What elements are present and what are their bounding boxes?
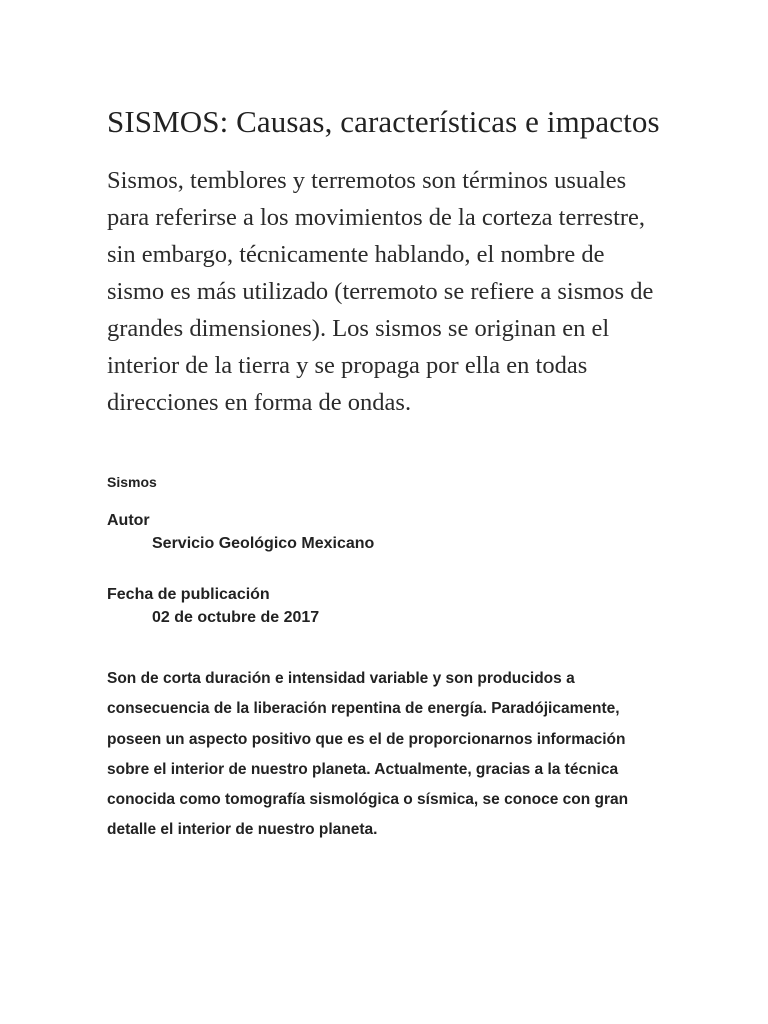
- date-label: Fecha de publicación: [107, 586, 270, 603]
- date-block: [107, 584, 667, 629]
- author-label: Autor: [107, 512, 150, 529]
- metadata-section: [107, 473, 667, 629]
- date-value: 02 de octubre de 2017: [152, 609, 320, 626]
- section-label: Sismos: [107, 474, 157, 490]
- author-block: [107, 510, 667, 555]
- page-title: SISMOS: Causas, características e impactos: [107, 104, 660, 139]
- author-value: Servicio Geológico Mexicano: [152, 535, 375, 552]
- intro-paragraph: Sismos, temblores y terremotos son términos usuales para referirse a los movimientos de la corteza terrestre, sin embargo, técnicamente hablando, el nombre de sismo es más utilizado (terremoto se refiere a sismos de grandes dimensiones). Los sismos se originan en el interior de la tierra y se propaga por ella en todas direcciones en forma de ondas.: [107, 167, 654, 416]
- document-page: [107, 98, 667, 846]
- body-paragraph: Son de corta duración e intensidad variable y son producidos a consecuencia de la liberación repentina de energía. Paradójicamente, poseen un aspecto positivo que es el de proporcionarnos información sobre el interior de nuestro planeta. Actualmente, gracias a la técnica conocida como tomografía sismológica o sísmica, se conoce con gran detalle el interior de nuestro planeta.: [107, 670, 629, 839]
